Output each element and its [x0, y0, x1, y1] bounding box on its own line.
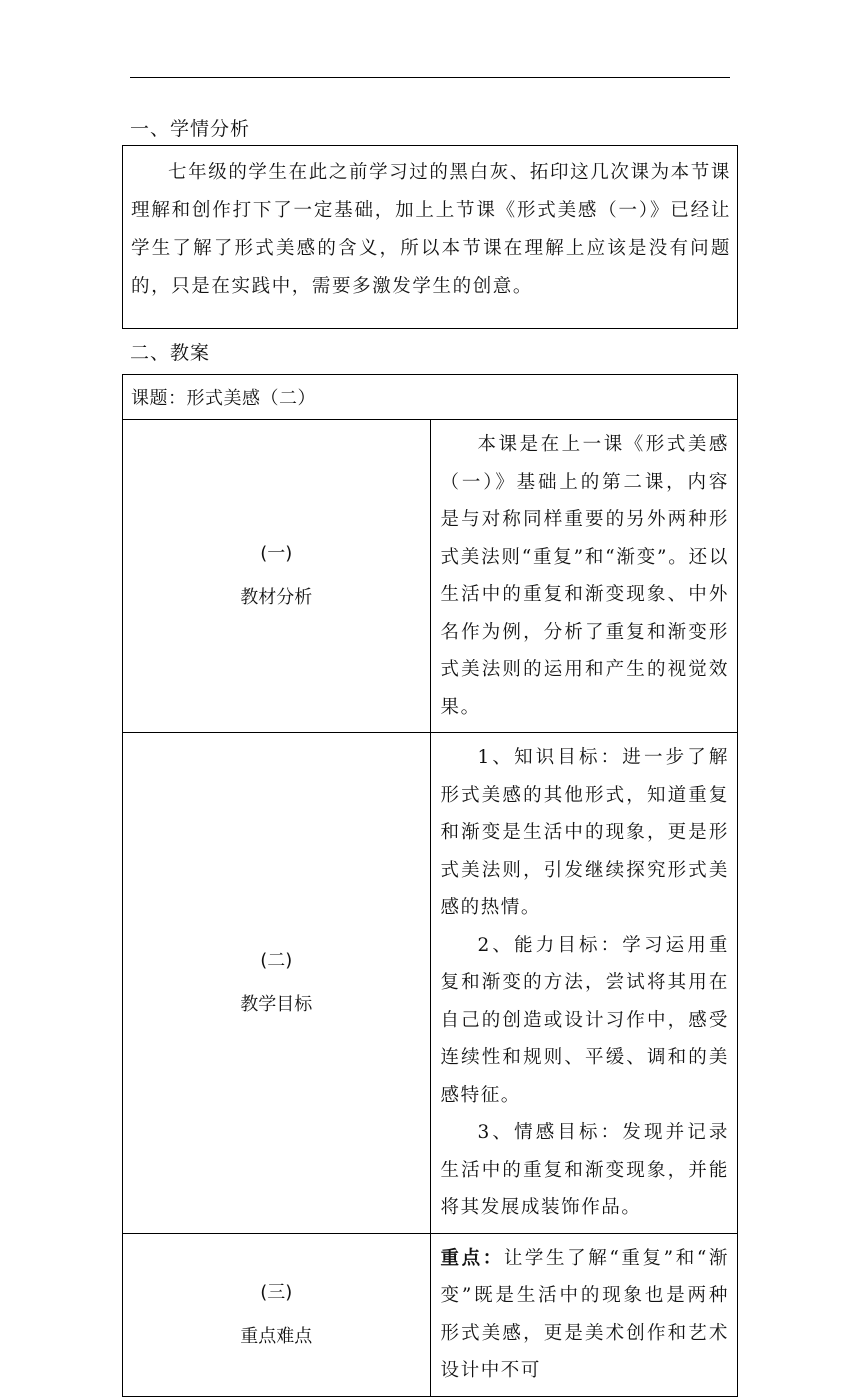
row-label: 教学目标: [240, 993, 313, 1015]
row-label-teaching-goals: [123, 733, 431, 1234]
table-row: [123, 420, 738, 733]
row-number: (一): [260, 543, 293, 564]
key-points-lead: 重点：: [440, 1247, 504, 1269]
row-label: 教材分析: [240, 587, 313, 608]
row-label-key-points: [123, 1233, 431, 1396]
emotion-goal-paragraph: 3、情感目标：发现并记录生活中的重复和渐变现象，并能将其发展成装饰作品。: [440, 1122, 729, 1218]
topic-row: [123, 375, 738, 420]
topic-cell: 课题：形式美感（二）: [123, 375, 738, 420]
row-content-teaching-goals: [430, 733, 738, 1234]
section-heading-lesson-plan: 二、教案: [130, 342, 211, 364]
student-analysis-box: [122, 145, 738, 329]
lesson-plan-table: [122, 374, 738, 1397]
header-rule: [130, 77, 730, 78]
row-label-material-analysis: [123, 420, 431, 733]
knowledge-goal-paragraph: 1、知识目标：进一步了解形式美感的其他形式，知道重复和渐变是生活中的现象，更是形式美法则，引发继续探究形式美感的热情。: [440, 747, 729, 918]
student-analysis-paragraph: 七年级的学生在此之前学习过的黑白灰、拓印这几次课为本节课理解和创作打下了一定基础，加上上节课《形式美感（一）》已经让学生了解了形式美感的含义，所以本节课在理解上应该是没有问题的，只是在实践中，需要多激发学生的创意。: [131, 162, 731, 297]
row-number: (二): [260, 949, 293, 971]
material-analysis-paragraph: 本课是在上一课《形式美感（一）》基础上的第二课，内容是与对称同样重要的另外两种形式美法则“重复”和“渐变”。还以生活中的重复和渐变现象、中外名作为例，分析了重复和渐变形式美法则的运用和产生的视觉效果。: [440, 434, 729, 718]
row-label: 重点难点: [240, 1325, 313, 1347]
key-points-text: 让学生了解“重复”和“渐变”既是生活中的现象也是两种形式美感，更是美术创作和艺术设计中不可: [440, 1247, 729, 1381]
table-row: [123, 1233, 738, 1396]
key-points-paragraph: [441, 1240, 730, 1390]
row-number: (三): [260, 1281, 293, 1303]
ability-goal-paragraph: 2、能力目标：学习运用重复和渐变的方法，尝试将其用在自己的创造或设计习作中，感受连续性和规则、平缓、调和的美感特征。: [440, 934, 729, 1106]
row-content-key-points: [430, 1233, 738, 1396]
section-heading-student-analysis: 一、学情分析: [130, 118, 251, 140]
row-content-material-analysis: [430, 420, 738, 733]
table-row: [123, 733, 738, 1234]
